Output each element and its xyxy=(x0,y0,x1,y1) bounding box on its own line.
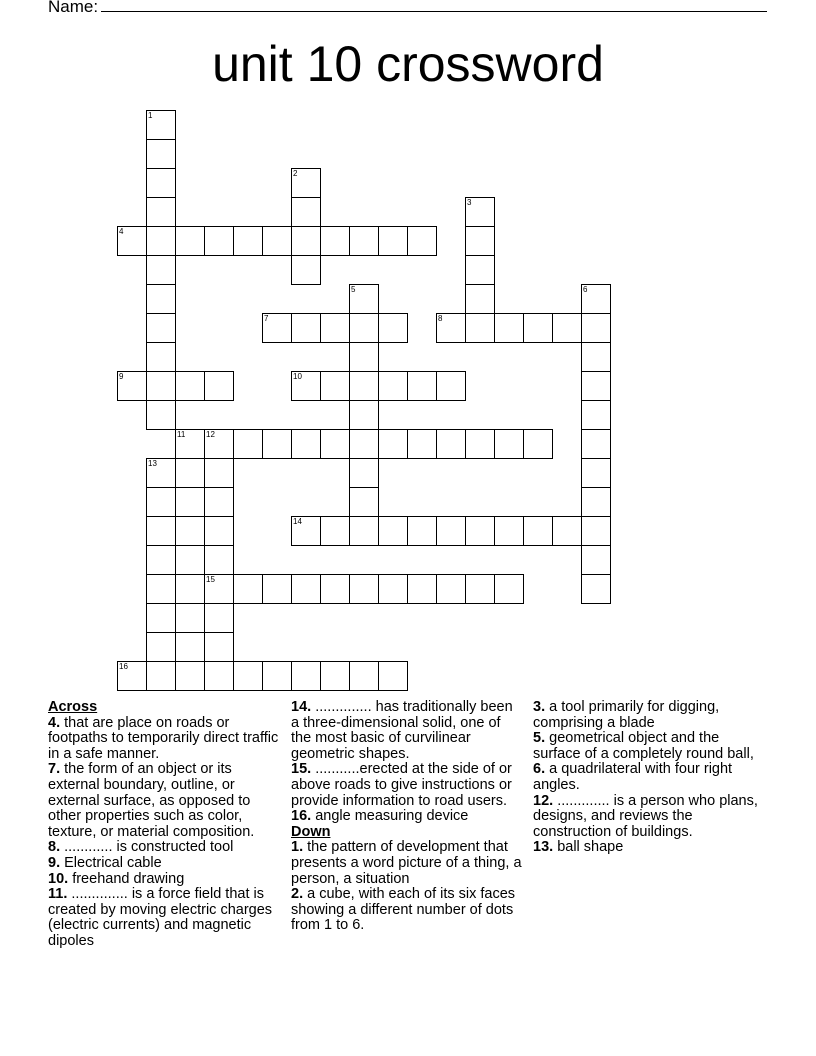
grid-cell[interactable] xyxy=(146,139,176,169)
grid-cell[interactable] xyxy=(407,516,437,546)
grid-cell[interactable] xyxy=(146,110,176,140)
grid-cell[interactable] xyxy=(320,516,350,546)
clue-number: 8 xyxy=(438,314,443,323)
name-label: Name: xyxy=(48,0,99,16)
grid-cell[interactable] xyxy=(349,458,379,488)
grid-cell[interactable] xyxy=(233,429,263,459)
grid-cell[interactable] xyxy=(146,371,176,401)
grid-cell[interactable] xyxy=(523,516,553,546)
grid-cell[interactable] xyxy=(436,371,466,401)
grid-cell[interactable] xyxy=(378,574,408,604)
grid-cell[interactable] xyxy=(262,661,292,691)
grid-cell[interactable] xyxy=(465,255,495,285)
grid-cell[interactable] xyxy=(204,429,234,459)
grid-cell[interactable] xyxy=(146,516,176,546)
grid-cell[interactable] xyxy=(146,487,176,517)
clue-across-15: 15. ...........erected at the side of or above roads to give instructions or provide information to road users. xyxy=(291,761,512,809)
grid-cell[interactable] xyxy=(175,487,205,517)
grid-cell[interactable] xyxy=(349,487,379,517)
grid-cell[interactable] xyxy=(349,661,379,691)
clue-across-11: 11. .............. is a force field that is created by moving electric charges (electric currents) and magnetic dipoles xyxy=(48,886,273,949)
grid-cell[interactable] xyxy=(117,226,147,256)
clue-number: 9 xyxy=(119,372,124,381)
grid-cell[interactable] xyxy=(378,371,408,401)
grid-cell[interactable] xyxy=(465,313,495,343)
grid-cell[interactable] xyxy=(291,574,321,604)
grid-cell[interactable] xyxy=(465,284,495,314)
grid-cell[interactable] xyxy=(436,574,466,604)
clues-column-1 xyxy=(48,700,280,950)
grid-cell[interactable] xyxy=(291,516,321,546)
grid-cell[interactable] xyxy=(494,429,524,459)
grid-cell[interactable] xyxy=(204,487,234,517)
grid-cell[interactable] xyxy=(146,284,176,314)
grid-cell[interactable] xyxy=(262,429,292,459)
grid-cell[interactable] xyxy=(175,458,205,488)
grid-cell[interactable] xyxy=(523,313,553,343)
clue-number: 1 xyxy=(148,111,153,120)
clue-number: 12 xyxy=(206,430,215,439)
grid-cell[interactable] xyxy=(320,313,350,343)
grid-cell[interactable] xyxy=(581,429,611,459)
grid-cell[interactable] xyxy=(494,313,524,343)
clue-number: 3 xyxy=(467,198,472,207)
clue-down-1: 1. the pattern of development that presents a word picture of a thing, a person, a situation xyxy=(291,839,522,887)
grid-cell[interactable] xyxy=(146,661,176,691)
grid-cell[interactable] xyxy=(349,342,379,372)
grid-cell[interactable] xyxy=(204,661,234,691)
clues-column-2 xyxy=(291,700,523,934)
grid-cell[interactable] xyxy=(465,197,495,227)
grid-cell[interactable] xyxy=(552,313,582,343)
grid-cell[interactable] xyxy=(175,574,205,604)
clue-down-5: 5. geometrical object and the surface of a completely round ball, xyxy=(533,730,754,762)
grid-cell[interactable] xyxy=(291,429,321,459)
grid-cell[interactable] xyxy=(581,487,611,517)
grid-cell[interactable] xyxy=(175,516,205,546)
grid-cell[interactable] xyxy=(291,371,321,401)
grid-cell[interactable] xyxy=(349,429,379,459)
clue-down-3: 3. a tool primarily for digging, comprising a blade xyxy=(533,699,720,731)
grid-cell[interactable] xyxy=(552,516,582,546)
grid-cell[interactable] xyxy=(465,226,495,256)
across-heading: Across xyxy=(48,699,98,715)
grid-cell[interactable] xyxy=(349,226,379,256)
grid-cell[interactable] xyxy=(465,429,495,459)
clue-number: 6 xyxy=(583,285,588,294)
grid-cell[interactable] xyxy=(349,574,379,604)
grid-cell[interactable] xyxy=(117,661,147,691)
grid-cell[interactable] xyxy=(175,545,205,575)
grid-cell[interactable] xyxy=(407,574,437,604)
clue-number: 11 xyxy=(177,430,186,439)
clue-down-2: 2. a cube, with each of its six faces showing a different number of dots from 1 to 6. xyxy=(291,886,516,934)
grid-cell[interactable] xyxy=(146,603,176,633)
grid-cell[interactable] xyxy=(581,458,611,488)
grid-cell[interactable] xyxy=(494,516,524,546)
grid-cell[interactable] xyxy=(581,284,611,314)
grid-cell[interactable] xyxy=(233,661,263,691)
grid-cell[interactable] xyxy=(204,603,234,633)
grid-cell[interactable] xyxy=(407,371,437,401)
grid-cell[interactable] xyxy=(262,574,292,604)
grid-cell[interactable] xyxy=(349,284,379,314)
grid-cell[interactable] xyxy=(146,226,176,256)
clue-down-12: 12. ............. is a person who plans, designs, and reviews the construction of buildings. xyxy=(533,792,758,840)
clue-across-16: 16. angle measuring device xyxy=(291,808,469,825)
grid-cell[interactable] xyxy=(291,197,321,227)
grid-cell[interactable] xyxy=(320,371,350,401)
grid-cell[interactable] xyxy=(581,342,611,372)
grid-cell[interactable] xyxy=(204,458,234,488)
grid-cell[interactable] xyxy=(262,226,292,256)
grid-cell[interactable] xyxy=(436,516,466,546)
clue-across-4: 4. that are place on roads or footpaths to temporarily direct traffic in a safe manner. xyxy=(48,714,279,762)
grid-cell[interactable] xyxy=(465,516,495,546)
clue-down-13: 13. ball shape xyxy=(533,839,624,856)
grid-cell[interactable] xyxy=(175,429,205,459)
grid-cell[interactable] xyxy=(291,313,321,343)
grid-cell[interactable] xyxy=(146,197,176,227)
grid-cell[interactable] xyxy=(407,429,437,459)
grid-cell[interactable] xyxy=(146,632,176,662)
grid-cell[interactable] xyxy=(378,516,408,546)
clues-column-3 xyxy=(533,700,765,856)
grid-cell[interactable] xyxy=(204,226,234,256)
grid-cell[interactable] xyxy=(291,255,321,285)
grid-cell[interactable] xyxy=(175,661,205,691)
clue-across-10: 10. freehand drawing xyxy=(48,870,185,887)
grid-cell[interactable] xyxy=(146,168,176,198)
grid-cell[interactable] xyxy=(378,429,408,459)
grid-cell[interactable] xyxy=(320,429,350,459)
grid-cell[interactable] xyxy=(175,632,205,662)
grid-cell[interactable] xyxy=(349,313,379,343)
grid-cell[interactable] xyxy=(262,313,292,343)
grid-cell[interactable] xyxy=(146,255,176,285)
clue-across-8: 8. ............ is constructed tool xyxy=(48,839,234,856)
grid-cell[interactable] xyxy=(204,545,234,575)
grid-cell[interactable] xyxy=(378,226,408,256)
grid-cell[interactable] xyxy=(523,429,553,459)
grid-cell[interactable] xyxy=(146,574,176,604)
clue-number: 5 xyxy=(351,285,356,294)
down-heading: Down xyxy=(291,823,331,840)
grid-cell[interactable] xyxy=(204,516,234,546)
grid-cell[interactable] xyxy=(581,400,611,430)
grid-cell[interactable] xyxy=(581,516,611,546)
grid-cell[interactable] xyxy=(117,371,147,401)
clue-number: 10 xyxy=(293,372,302,381)
grid-cell[interactable] xyxy=(204,632,234,662)
grid-cell[interactable] xyxy=(436,429,466,459)
grid-cell[interactable] xyxy=(320,661,350,691)
grid-cell[interactable] xyxy=(349,371,379,401)
clue-number: 13 xyxy=(148,459,157,468)
clue-number: 4 xyxy=(119,227,124,236)
grid-cell[interactable] xyxy=(146,313,176,343)
grid-cell[interactable] xyxy=(146,458,176,488)
clue-across-14: 14. .............. has traditionally been a three-dimensional solid, one of the most basic of curvilinear geometric shapes. xyxy=(291,699,513,762)
grid-cell[interactable] xyxy=(204,371,234,401)
clue-down-6: 6. a quadrilateral with four right angles. xyxy=(533,761,733,793)
grid-cell[interactable] xyxy=(378,661,408,691)
grid-cell[interactable] xyxy=(378,313,408,343)
grid-cell[interactable] xyxy=(320,574,350,604)
clue-number: 16 xyxy=(119,662,128,671)
grid-cell[interactable] xyxy=(436,313,466,343)
grid-cell[interactable] xyxy=(581,574,611,604)
clue-number: 7 xyxy=(264,314,269,323)
grid-cell[interactable] xyxy=(349,400,379,430)
grid-cell[interactable] xyxy=(465,574,495,604)
grid-cell[interactable] xyxy=(204,574,234,604)
grid-cell[interactable] xyxy=(291,168,321,198)
clue-number: 15 xyxy=(206,575,215,584)
grid-cell[interactable] xyxy=(581,371,611,401)
grid-cell[interactable] xyxy=(146,342,176,372)
grid-cell[interactable] xyxy=(233,226,263,256)
grid-cell[interactable] xyxy=(494,574,524,604)
clue-number: 14 xyxy=(293,517,302,526)
clue-number: 2 xyxy=(293,169,298,178)
grid-cell[interactable] xyxy=(146,400,176,430)
grid-cell[interactable] xyxy=(291,661,321,691)
page-title: unit 10 crossword xyxy=(212,36,604,92)
grid-cell[interactable] xyxy=(146,545,176,575)
grid-cell[interactable] xyxy=(581,545,611,575)
grid-cell[interactable] xyxy=(349,516,379,546)
clue-across-9: 9. Electrical cable xyxy=(48,854,162,871)
grid-cell[interactable] xyxy=(320,226,350,256)
grid-cell[interactable] xyxy=(291,226,321,256)
clue-across-7: 7. the form of an object or its external boundary, outline, or external surface, as opposed to other properties such as color, texture, or material composition. xyxy=(48,761,255,840)
grid-cell[interactable] xyxy=(581,313,611,343)
grid-cell[interactable] xyxy=(175,371,205,401)
grid-cell[interactable] xyxy=(407,226,437,256)
grid-cell[interactable] xyxy=(233,574,263,604)
grid-cell[interactable] xyxy=(175,226,205,256)
grid-cell[interactable] xyxy=(175,603,205,633)
